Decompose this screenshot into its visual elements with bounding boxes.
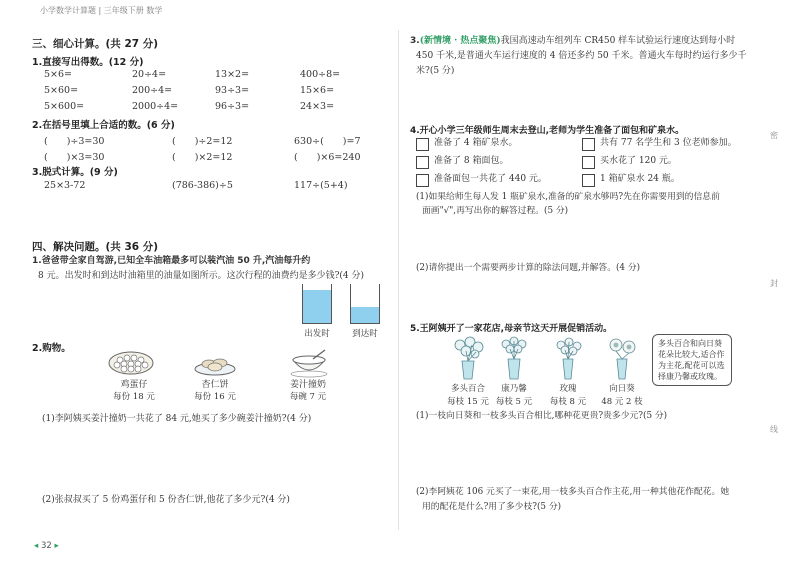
info-option: 共有 77 名学生和 3 位老师参加。 [600,138,737,148]
almond-cookie-image [192,353,238,377]
problem-3-line-3: 米?(5 分) [416,66,455,76]
sunflower-vase-image [604,335,640,381]
header-strip [28,4,162,16]
tank-label-arrive: 到达时 [352,329,378,339]
info-option: 准备面包一共花了 440 元。 [434,174,547,184]
flower-name: 康乃馨 [501,384,527,394]
step-calc-item: (786-386)÷5 [172,180,233,191]
column-divider [398,30,399,530]
flower-price: 每枝 15 元 [447,397,489,407]
flower-name: 玫瑰 [559,384,577,394]
info-option: 准备了 4 箱矿泉水。 [434,138,518,148]
calc-item: 96÷3= [215,101,250,112]
page-number [34,541,59,551]
promo-note-box: 多头百合和向日葵花朵比较大,适合作为主花,配花可以选择康乃馨或玫瑰。 [652,334,732,386]
problem-4-question-1-line-1: (1)如果给师生每人发 1 瓶矿泉水,准备的矿泉水够吗?先在你需要用到的信息前 [416,192,720,202]
info-option: 1 箱矿泉水 24 瓶。 [600,174,680,184]
calc-item: 5×6= [44,69,73,80]
fill-blank-item[interactable]: ( )×2=12 [172,152,233,163]
rose-vase-image [550,335,586,381]
info-checkbox[interactable] [416,174,429,187]
fill-blank-item[interactable]: ( )÷3=30 [44,136,105,147]
problem-3-tag: (新情境 · 热点聚焦) [419,36,501,46]
problem-1-line-1: 1.爸爸带全家自驾游,已知全车油箱最多可以装汽油 50 升,汽油每升约 [32,256,311,266]
calc-item: 2000÷4= [132,101,179,112]
info-checkbox[interactable] [416,156,429,169]
section-4-title: 四、解决问题。(共 36 分) [32,241,159,253]
shop-item-price: 每碗 7 元 [289,392,327,402]
calc-item: 20÷4= [132,69,167,80]
calc-item: 24×3= [300,101,335,112]
fuel-tank-depart [302,284,332,324]
calc-item: 5×60= [44,85,79,96]
shop-item-name: 姜汁撞奶 [289,380,326,390]
info-option: 买水花了 120 元。 [600,156,677,166]
info-checkbox[interactable] [582,174,595,187]
egg-waffle-image [106,350,156,376]
step-calc-item: 117÷(5+4) [294,180,348,191]
calc-item: 15×6= [300,85,335,96]
fuel-level-depart [303,290,331,323]
step-calc-item: 25×3-72 [44,180,86,191]
flower-price: 48 元 2 枝 [601,397,643,407]
calc-item: 5×600= [44,101,85,112]
flower-price: 每枝 5 元 [495,397,533,407]
fuel-tank-arrive [350,284,380,324]
side-mark-xian: 线 [770,425,778,434]
section-3-title: 三、细心计算。(共 27 分) [32,38,159,50]
flower-price: 每枝 8 元 [549,397,587,407]
side-mark-mi: 密 [770,131,778,140]
shop-item-price: 每份 18 元 [113,392,155,402]
prev-marker-icon: ◂ [34,541,39,551]
fill-blank-item[interactable]: ( )÷2=12 [172,136,233,147]
carnation-vase-image [496,335,532,381]
problem-5-question-2-line-1: (2)李阿姨花 106 元买了一束花,用一枝多头百合作主花,用一种其他花作配花。她 [416,487,730,497]
problem-3-text: 我国高速动车组列车 CR450 样车试验运行速度达到每小时 [500,36,736,46]
shop-item-name: 鸡蛋仔 [120,380,148,390]
problem-2-question-1: (1)李阿姨买姜汁撞奶一共花了 84 元,她买了多少碗姜汁撞奶?(4 分) [42,414,312,424]
info-option: 准备了 8 箱面包。 [434,156,509,166]
shop-item-price: 每份 16 元 [194,392,236,402]
calc-item: 200÷4= [132,85,173,96]
fill-blank-item[interactable]: ( )×3=30 [44,152,105,163]
q2-title: 2.在括号里填上合适的数。(6 分) [32,120,175,131]
calc-item: 400÷8= [300,69,341,80]
lily-vase-image [448,335,488,381]
q3-title: 3.脱式计算。(9 分) [32,167,118,178]
problem-5-title: 5.王阿姨开了一家花店,母亲节这天开展促销活动。 [410,324,613,334]
flower-name: 向日葵 [609,384,635,394]
problem-4-question-1-line-2: 面画"√",再写出你的解答过程。(5 分) [422,206,569,216]
calc-item: 93÷3= [215,85,250,96]
problem-3-line-2: 450 千米,是普通火车运行速度的 4 倍还多约 50 千米。普通火车每时约运行多少千 [416,51,747,61]
info-checkbox[interactable] [582,156,595,169]
info-checkbox[interactable] [416,138,429,151]
problem-5-question-2-line-2: 用的配花是什么?用了多少枝?(5 分) [422,502,562,512]
problem-4-question-2: (2)请你提出一个需要两步计算的除法问题,并解答。(4 分) [416,263,641,273]
page-number-text: 32 [40,541,52,551]
ginger-milk-bowl-image [287,348,331,378]
problem-2-title: 2.购物。 [32,343,71,354]
info-checkbox[interactable] [582,138,595,151]
problem-1-line-2: 8 元。出发时和到达时油箱里的油量如图所示。这次行程的油费约是多少钱?(4 分) [38,271,365,281]
shop-item-name: 杏仁饼 [201,380,229,390]
problem-2-question-2: (2)张叔叔买了 5 份鸡蛋仔和 5 份杏仁饼,他花了多少元?(4 分) [42,495,290,505]
fill-blank-item[interactable]: ( )×6=240 [294,152,361,163]
problem-4-title: 4.开心小学三年级师生周末去登山,老师为学生准备了面包和矿泉水。 [410,126,685,136]
side-mark-feng: 封 [770,279,778,288]
next-marker-icon: ▸ [54,541,59,551]
calc-item: 13×2= [215,69,250,80]
fuel-level-arrive [351,307,379,323]
fill-blank-item[interactable]: 630÷( )=7 [294,136,361,147]
flower-name: 多头百合 [450,384,485,394]
header-text: 小学数学计算题 | 三年级下册 数学 [40,5,163,15]
q1-title: 1.直接写出得数。(12 分) [32,57,144,68]
problem-3-line-1: 3.(新情境 · 热点聚焦)我国高速动车组列车 CR450 样车试验运行速度达到每小时 [410,36,736,46]
problem-5-question-1: (1)一枝向日葵和一枝多头百合相比,哪种花更贵?贵多少元?(5 分) [416,411,668,421]
tank-label-depart: 出发时 [304,329,330,339]
